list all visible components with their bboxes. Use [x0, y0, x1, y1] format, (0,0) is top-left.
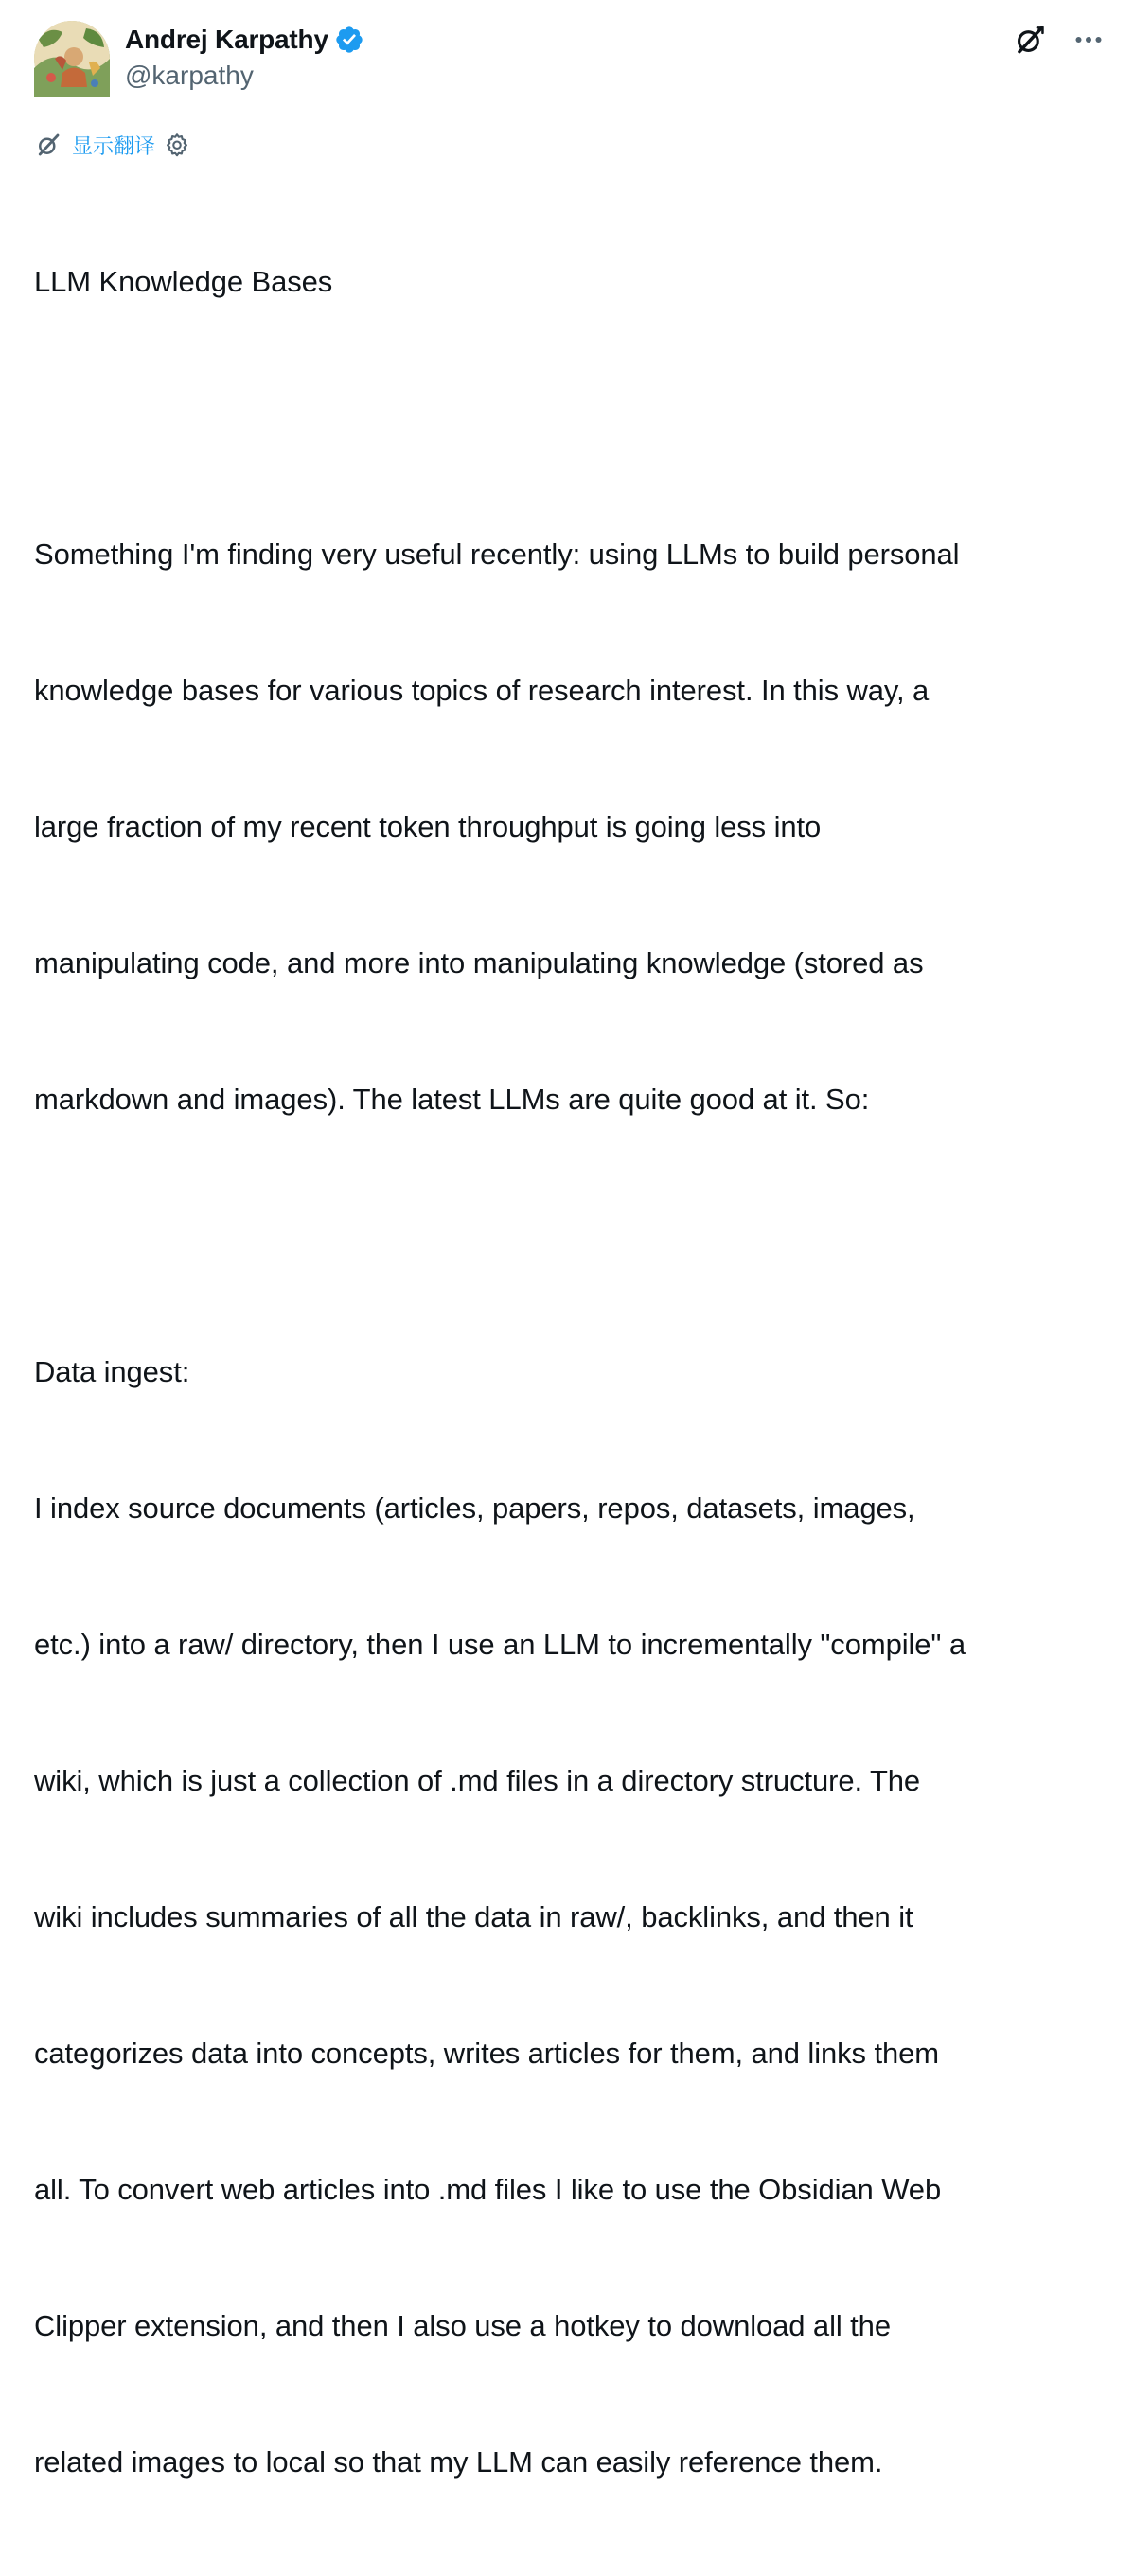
- tweet-text-line: etc.) into a raw/ directory, then I use an LLM to incrementally "compile" a: [34, 1628, 966, 1661]
- tweet-text-line: Clipper extension, and then I also use a hotkey to download all the: [34, 2309, 891, 2342]
- tweet-text-line: [34, 396, 1113, 441]
- tweet-text-line: large fraction of my recent token throughput is going less into: [34, 810, 822, 843]
- tweet-text-line: wiki includes summaries of all the data in raw/, backlinks, and then it: [34, 1900, 913, 1933]
- translate-row: [34, 129, 191, 161]
- settings-gear-icon[interactable]: [163, 131, 191, 159]
- tweet-text-line: Something I'm finding very useful recently: using LLMs to build personal: [34, 538, 960, 571]
- tweet-text-line: all. To convert web articles into .md files I like to use the Obsidian Web: [34, 2173, 942, 2206]
- tweet-text-line: wiki, which is just a collection of .md files in a directory structure. The: [34, 1764, 921, 1797]
- tweet-text-line: [34, 1213, 1113, 1259]
- tweet-text-line: categorizes data into concepts, writes articles for them, and links them: [34, 2037, 939, 2070]
- tweet-top-actions: [1011, 21, 1107, 59]
- tweet-text-line: related images to local so that my LLM can easily reference them.: [34, 2445, 883, 2479]
- avatar[interactable]: [34, 21, 110, 97]
- author-display-name[interactable]: Andrej Karpathy: [125, 25, 328, 54]
- tweet-title: LLM Knowledge Bases: [34, 265, 333, 298]
- tweet-section-heading: Data ingest:: [34, 1355, 190, 1388]
- verified-badge-icon[interactable]: [334, 25, 364, 55]
- more-icon[interactable]: [1070, 21, 1107, 59]
- tweet-text-line: manipulating code, and more into manipulating knowledge (stored as: [34, 946, 924, 979]
- tweet-text-line: knowledge bases for various topics of research interest. In this way, a: [34, 674, 930, 707]
- author-handle[interactable]: @karpathy: [125, 61, 254, 90]
- author-name-row: [125, 23, 364, 57]
- grok-translate-icon[interactable]: [34, 131, 62, 159]
- tweet-text: [34, 168, 1113, 2576]
- show-translation-link[interactable]: 显示翻译: [72, 134, 156, 159]
- author-info: [125, 23, 364, 91]
- tweet-text-line: markdown and images). The latest LLMs are quite good at it. So:: [34, 1083, 870, 1116]
- tweet-text-line: I index source documents (articles, papers, repos, datasets, images,: [34, 1491, 915, 1525]
- grok-icon[interactable]: [1011, 21, 1049, 59]
